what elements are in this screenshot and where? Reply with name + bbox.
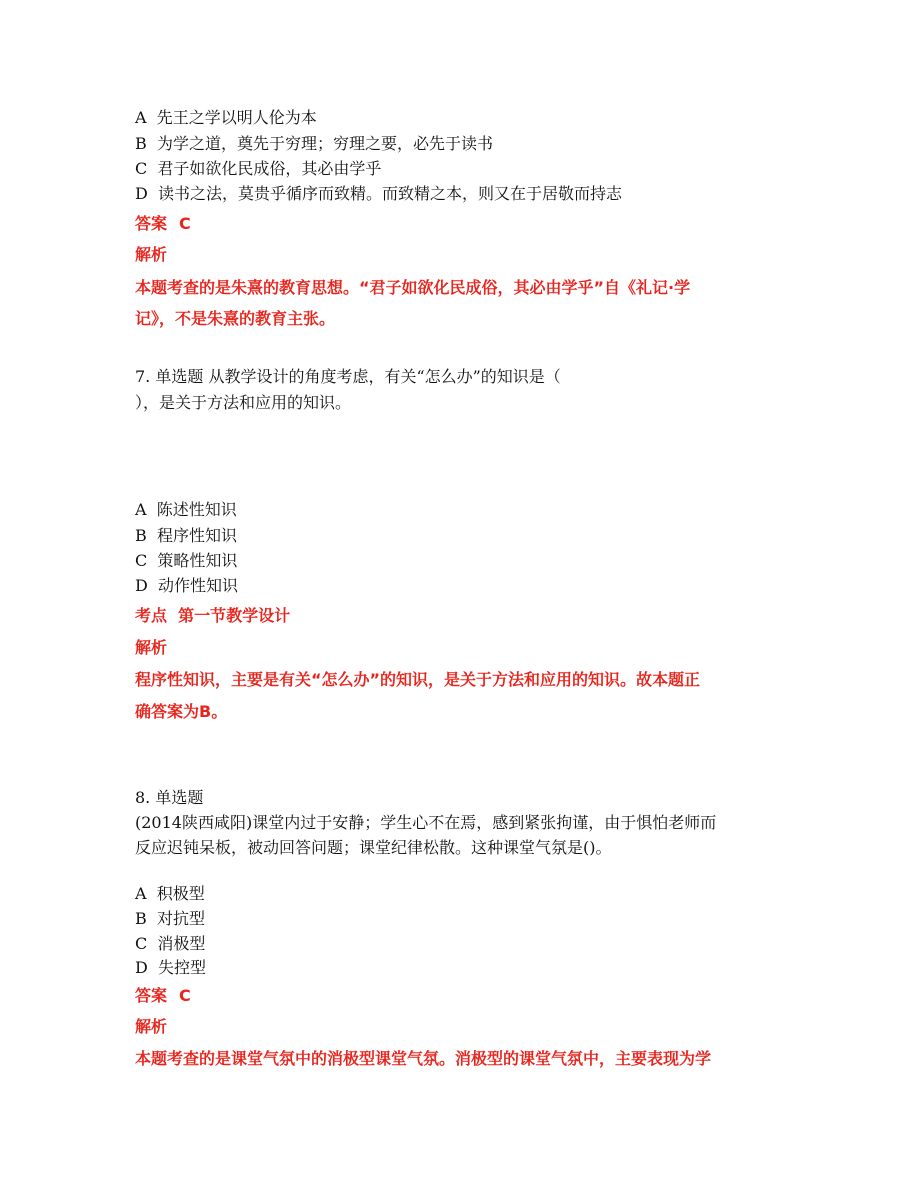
q6-analysis-label: 解析: [135, 245, 168, 264]
q7-analysis-line-2: 确答案为B。: [135, 702, 228, 721]
q6-analysis-line-1: 本题考查的是朱熹的教育思想。“君子如欲化民成俗，其必由学乎”自《礼记·学: [135, 278, 691, 297]
q8-analysis-label: 解析: [135, 1017, 168, 1036]
q8-answer: 答案 C: [135, 986, 191, 1005]
q8-analysis-line-1: 本题考查的是课堂气氛中的消极型课堂气氛。消极型的课堂气氛中，主要表现为学: [135, 1049, 712, 1068]
q7-stem-line-2: ），是关于方法和应用的知识。: [135, 393, 352, 412]
q8-option-c: C 消极型: [135, 934, 206, 953]
q7-option-a: A 陈述性知识: [135, 500, 237, 519]
q6-analysis-line-2: 记》，不是朱熹的教育主张。: [135, 309, 336, 328]
q8-stem-line-2: (2014陕西咸阳)课堂内过于安静；学生心不在焉，感到紧张拘谨，由于惧怕老师而: [135, 813, 717, 832]
q7-option-c: C 策略性知识: [135, 551, 238, 570]
q8-option-b: B 对抗型: [135, 909, 205, 928]
q7-stem-line-1: 7. 单选题 从教学设计的角度考虑，有关“怎么办”的知识是（: [135, 367, 561, 386]
q6-option-a: A 先王之学以明人伦为本: [135, 108, 317, 127]
q8-stem-line-1: 8. 单选题: [135, 788, 204, 807]
q7-option-d: D 动作性知识: [135, 576, 239, 595]
q7-analysis-label: 解析: [135, 638, 168, 657]
q7-topic: 考点 第一节教学设计: [135, 606, 291, 625]
q8-option-d: D 失控型: [135, 958, 207, 977]
q6-option-b: B 为学之道，奠先于穷理；穷理之要，必先于读书: [135, 134, 493, 153]
q8-stem-line-3: 反应迟钝呆板，被动回答问题；课堂纪律松散。这种课堂气氛是()。: [135, 838, 612, 857]
q6-option-d: D 读书之法，莫贵乎循序而致精。而致精之本，则又在于居敬而持志: [135, 184, 623, 203]
q6-answer: 答案 C: [135, 214, 191, 233]
q7-option-b: B 程序性知识: [135, 526, 237, 545]
q7-analysis-line-1: 程序性知识，主要是有关“怎么办”的知识，是关于方法和应用的知识。故本题正: [135, 670, 701, 689]
q8-option-a: A 积极型: [135, 884, 205, 903]
q6-option-c: C 君子如欲化民成俗，其必由学乎: [135, 159, 382, 178]
